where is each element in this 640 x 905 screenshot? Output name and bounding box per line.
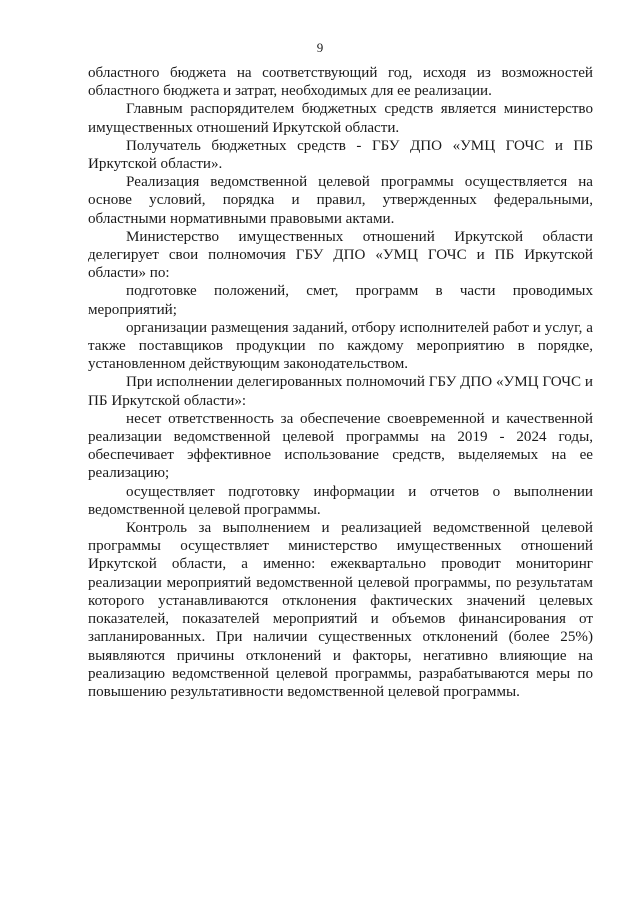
page-number: 9 xyxy=(316,40,324,55)
paragraph-continuation: областного бюджета на соответствующий год, исходя из возможностей областного бюджета и затрат, необходимых для ее реализации. xyxy=(88,65,593,100)
paragraph-delegated-powers: При исполнении делегированных полномочий ГБУ ДПО «УМЦ ГОЧС и ПБ Иркутской области»: xyxy=(88,374,593,409)
paragraph-responsibility: несет ответственность за обеспечение своевременной и качественной реализации ведомственной целевой программы на 2019 - 2024 годы, обеспечивает эффективное использование средств, выделяемых на ее реализацию; xyxy=(88,410,593,482)
paragraph-reporting: осуществляет подготовку информации и отчетов о выполнении ведомственной целевой программы. xyxy=(88,483,593,518)
paragraph-control: Контроль за выполнением и реализацией ведомственной целевой программы осуществляет министерство имущественных отношений Иркутской области, а именно: ежеквартально проводит мониторинг реализации мероприятий ведомственной целевой программы, по результатам которого устанавливаются отклонения фактических значений целевых показателей, показателей мероприятий и объемов финансирования от запланированных. При наличии существенных отклонений (более 25%) выявляются причины отклонений и факторы, негативно влияющие на реализацию ведомственной целевой программы, разрабатываются меры по повышению результативности ведомственной целевой программы. xyxy=(88,520,593,700)
paragraph-delegation-item-1: подготовке положений, смет, программ в части проводимых мероприятий; xyxy=(88,283,593,318)
paragraph-implementation-basis: Реализация ведомственной целевой программы осуществляется на основе условий, порядка и правил, утвержденных федеральными, областными нормативными правовыми актами. xyxy=(88,174,593,227)
paragraph-delegation-item-2: организации размещения заданий, отбору исполнителей работ и услуг, а также поставщиков продукции по каждому мероприятию в порядке, установленном действующим законодательством. xyxy=(88,319,593,373)
paragraph-main-administrator: Главным распорядителем бюджетных средств является министерство имущественных отношений Иркутской области. xyxy=(88,101,593,136)
document-body xyxy=(88,64,593,701)
paragraph-budget-recipient: Получатель бюджетных средств - ГБУ ДПО «УМЦ ГОЧС и ПБ Иркутской области». xyxy=(88,137,593,173)
paragraph-delegation: Министерство имущественных отношений Иркутской области делегирует свои полномочия ГБУ ДПО «УМЦ ГОЧС и ПБ Иркутской области» по: xyxy=(88,228,593,282)
